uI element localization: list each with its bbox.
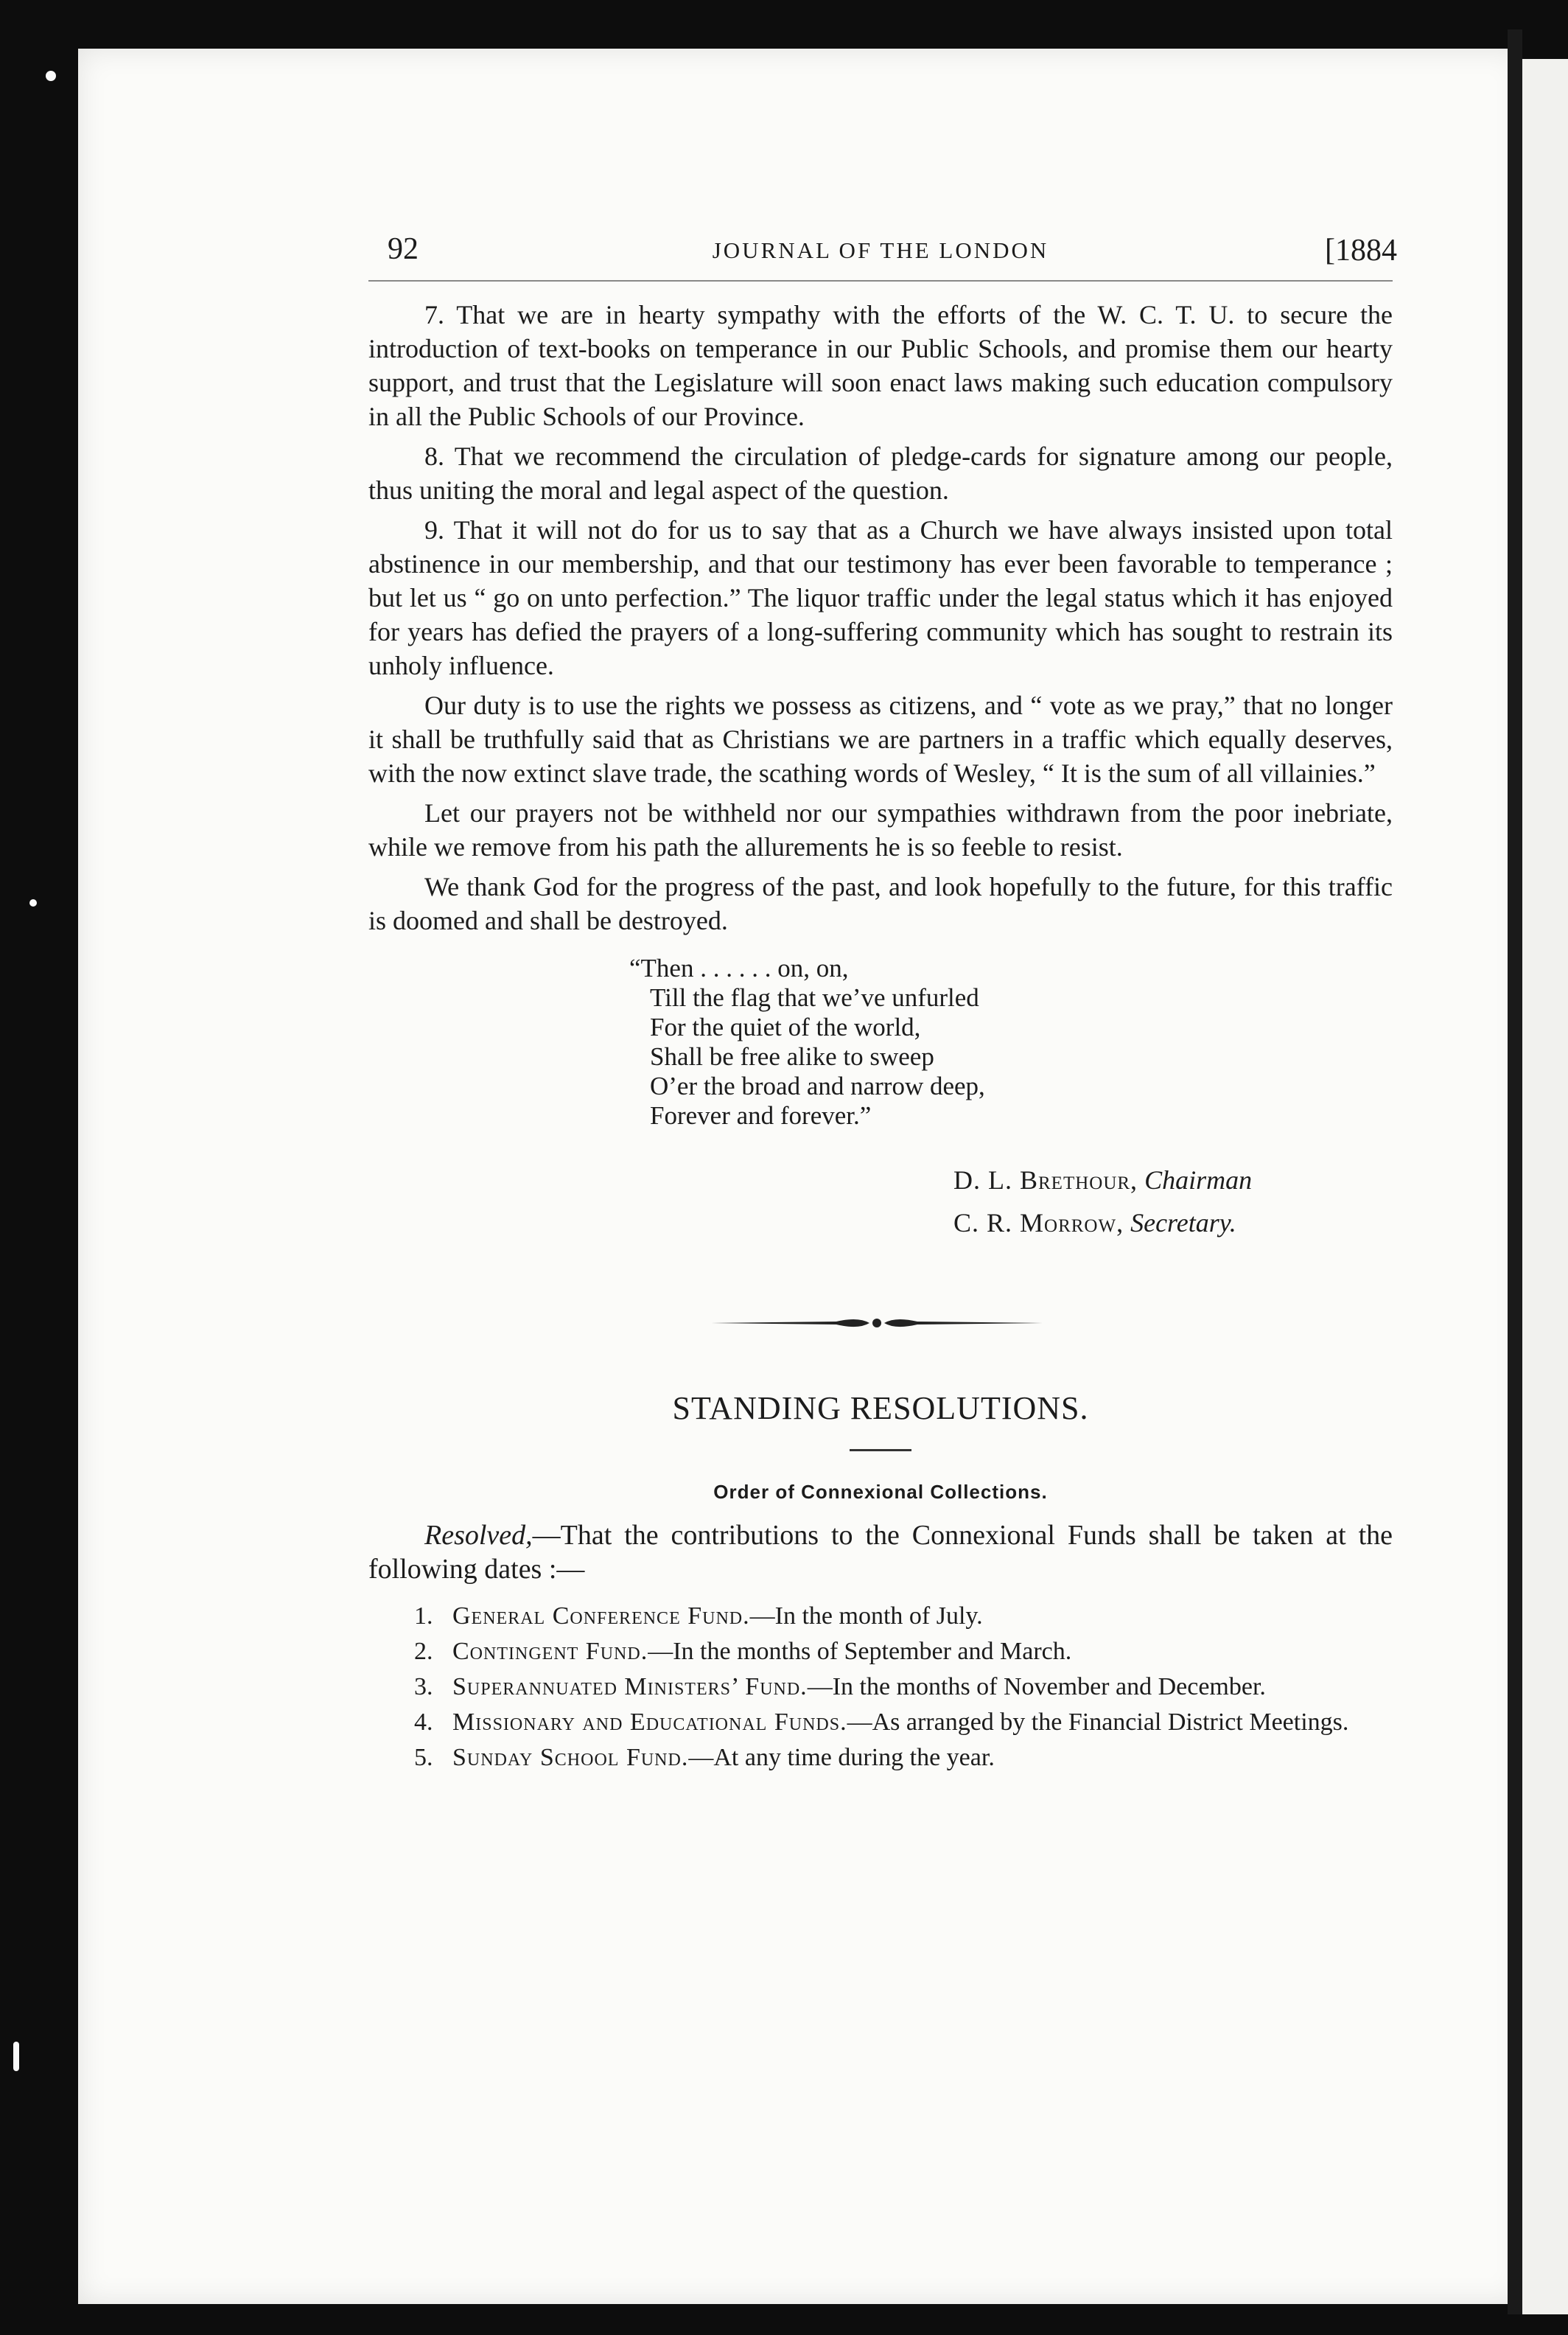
running-header bbox=[368, 221, 1397, 280]
fund-name: Superannuated Ministers’ Fund. bbox=[452, 1673, 808, 1700]
item-number: 3. bbox=[414, 1673, 433, 1700]
list-item bbox=[414, 1636, 1393, 1667]
item-number: 2. bbox=[414, 1638, 433, 1665]
resolved-lead: Resolved, bbox=[424, 1520, 533, 1551]
signer-chairman bbox=[953, 1159, 1393, 1201]
paragraph-our-duty: Our duty is to use the rights we possess as citizens, and “ vote as we pray,” that no longer it shall be truthfully said that as Christians we are partners in a traffic which equally deserves, with the now extinct slave trade, the scathing words of Wesley, “ It is the sum of all villainies.” bbox=[368, 691, 1393, 788]
fund-name: General Conference Fund. bbox=[452, 1602, 750, 1630]
list-item bbox=[414, 1672, 1393, 1703]
scan-speck bbox=[46, 71, 56, 81]
poem-line: “Then . . . . . . on, on, bbox=[629, 954, 849, 982]
paragraph-prayers: Let our prayers not be withheld nor our sympathies withdrawn from the poor inebriate, while we remove from his path the allurements he is so feeble to resist. bbox=[368, 798, 1393, 862]
poem-line: Shall be free alike to sweep bbox=[650, 1042, 934, 1071]
signer-role: Secretary. bbox=[1130, 1208, 1236, 1238]
signature-block bbox=[953, 1159, 1393, 1244]
resolved-paragraph bbox=[368, 1518, 1393, 1586]
item-number: 1. bbox=[414, 1602, 433, 1630]
running-title: JOURNAL OF THE LONDON bbox=[712, 237, 1049, 263]
list-item bbox=[414, 1707, 1393, 1738]
poem-line: O’er the broad and narrow deep, bbox=[650, 1072, 985, 1100]
header-year: [1884 bbox=[1325, 234, 1397, 268]
fund-timing: —At any time during the year. bbox=[688, 1744, 995, 1771]
signer-name: D. L. Brethour, bbox=[953, 1165, 1138, 1195]
poem-line: For the quiet of the world, bbox=[650, 1013, 921, 1041]
signer-secretary bbox=[953, 1201, 1393, 1244]
fund-timing: —In the month of July. bbox=[749, 1602, 983, 1630]
section-title: STANDING RESOLUTIONS. bbox=[672, 1390, 1089, 1426]
fund-name: Contingent Fund. bbox=[452, 1638, 648, 1665]
list-item bbox=[414, 1601, 1393, 1632]
page-content bbox=[368, 221, 1397, 1778]
fund-timing: —As arranged by the Financial District Meetings. bbox=[847, 1709, 1349, 1736]
scan-speck bbox=[13, 2042, 19, 2071]
list-item bbox=[414, 1742, 1393, 1773]
next-page-strip bbox=[1522, 59, 1568, 2314]
fund-timing: —In the months of November and December. bbox=[807, 1673, 1266, 1700]
fund-name: Sunday School Fund. bbox=[452, 1744, 689, 1771]
signer-name: C. R. Morrow, bbox=[953, 1208, 1124, 1238]
signer-role: Chairman bbox=[1144, 1165, 1253, 1195]
header-rule bbox=[368, 280, 1393, 282]
section-subheading: Order of Connexional Collections. bbox=[713, 1481, 1048, 1503]
fund-name: Missionary and Educational Funds. bbox=[452, 1709, 847, 1736]
page-edge-shadow bbox=[1508, 29, 1522, 2314]
paragraph-resolution-7: 7. That we are in hearty sympathy with the efforts of the W. C. T. U. to secure the introduction of text-books on temperance in our Public Schools, and promise them our hearty support, and trust that the Legislature will soon enact laws making such education compulsory in all the Public Schools of our Province. bbox=[368, 300, 1393, 431]
paragraph-resolution-8: 8. That we recommend the circulation of pledge-cards for signature among our people, thus uniting the moral and legal aspect of the question. bbox=[368, 441, 1393, 505]
poem-line: Forever and forever.” bbox=[650, 1101, 872, 1130]
poem-line: Till the flag that we’ve unfurled bbox=[650, 983, 979, 1012]
collections-list bbox=[414, 1601, 1393, 1773]
item-number: 5. bbox=[414, 1744, 433, 1771]
resolved-text: —That the contributions to the Connexional Funds shall be taken at the following dates :— bbox=[368, 1520, 1393, 1585]
page-number: 92 bbox=[388, 232, 419, 266]
paragraph-thanks: We thank God for the progress of the past, and look hopefully to the future, for this traffic is doomed and shall be destroyed. bbox=[368, 872, 1393, 935]
item-number: 4. bbox=[414, 1709, 433, 1736]
section-divider-ornament bbox=[711, 1312, 1043, 1334]
title-underline bbox=[850, 1449, 911, 1451]
fund-timing: —In the months of September and March. bbox=[648, 1638, 1072, 1665]
poem-quotation bbox=[629, 954, 1393, 1131]
scan-speck bbox=[29, 899, 37, 907]
paragraph-resolution-9: 9. That it will not do for us to say that as a Church we have always insisted upon total abstinence in our membership, and that our testimony has ever been favorable to temperance ; but let us “ go on unto perfection.” The liquor traffic under the legal status which it has enjoyed for years has defied the prayers of a long-suffering community which has sought to restrain its unholy influence. bbox=[368, 515, 1393, 680]
